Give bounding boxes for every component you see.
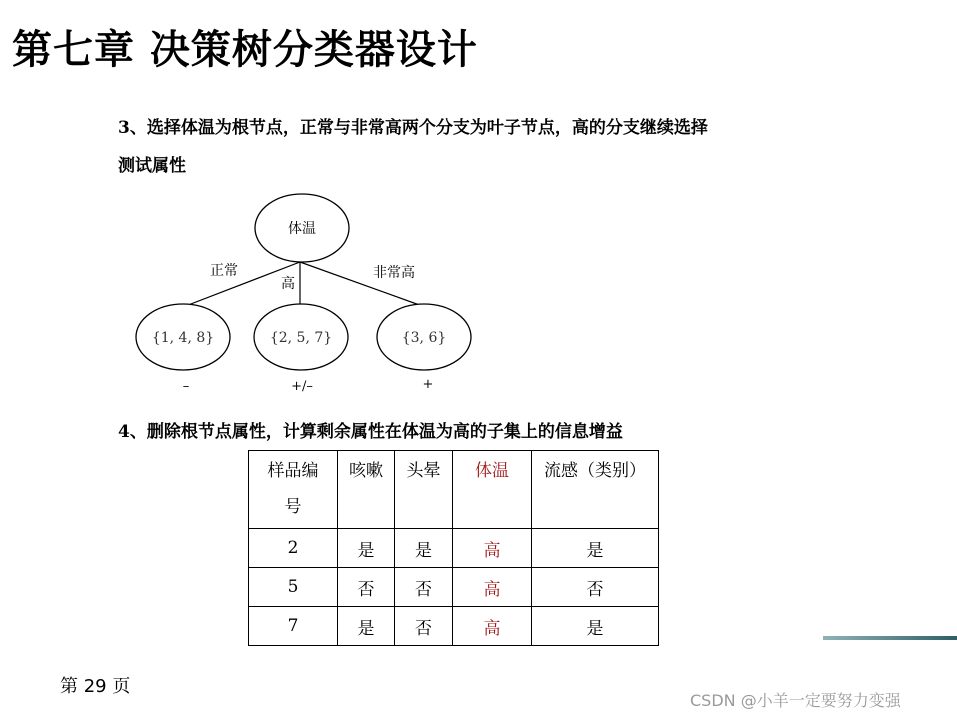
cell-dizzy: 否 xyxy=(395,607,453,646)
class-label-high: +/– xyxy=(291,379,313,394)
class-label-normal: – xyxy=(182,379,190,394)
header-temperature: 体温 xyxy=(453,451,532,529)
sample-table xyxy=(248,450,659,646)
page-number: 第 29 页 xyxy=(60,676,131,697)
child-node-normal-set: {1, 4, 8} xyxy=(151,330,215,346)
header-sample-id: 样品编号 xyxy=(249,451,338,529)
table-row xyxy=(249,529,659,568)
cell-sample-id: 5 xyxy=(249,568,338,607)
table-row xyxy=(249,607,659,646)
child-node-very-high-set: {3, 6} xyxy=(401,330,447,346)
cell-sample-id: 2 xyxy=(249,529,338,568)
cell-flu-class: 是 xyxy=(532,529,659,568)
cell-dizzy: 否 xyxy=(395,568,453,607)
cell-flu-class: 是 xyxy=(532,607,659,646)
cell-sample-id: 7 xyxy=(249,607,338,646)
child-node-high-set: {2, 5, 7} xyxy=(269,330,333,346)
step3-text-line2: 测试属性 xyxy=(118,156,186,176)
cell-cough: 是 xyxy=(338,529,395,568)
cell-cough: 否 xyxy=(338,568,395,607)
cell-temperature: 高 xyxy=(453,529,532,568)
edge-label-normal: 正常 xyxy=(210,263,238,279)
edge-label-high: 高 xyxy=(281,276,295,292)
table-header-row xyxy=(249,451,659,529)
header-cough: 咳嗽 xyxy=(338,451,395,529)
cell-temperature: 高 xyxy=(453,568,532,607)
decorative-divider xyxy=(823,636,957,640)
step4-text: 4、删除根节点属性，计算剩余属性在体温为高的子集上的信息增益 xyxy=(118,422,623,442)
step3-text-line1: 3、选择体温为根节点，正常与非常高两个分支为叶子节点，高的分支继续选择 xyxy=(118,118,708,138)
edge-label-very-high: 非常高 xyxy=(373,265,415,281)
cell-flu-class: 否 xyxy=(532,568,659,607)
class-label-very-high: + xyxy=(422,377,434,392)
root-node-label: 体温 xyxy=(288,221,316,237)
cell-cough: 是 xyxy=(338,607,395,646)
slide-title: 第七章 决策树分类器设计 xyxy=(12,27,478,73)
cell-dizzy: 是 xyxy=(395,529,453,568)
header-dizzy: 头晕 xyxy=(395,451,453,529)
cell-temperature: 高 xyxy=(453,607,532,646)
header-flu-class: 流感（类别） xyxy=(532,451,659,529)
watermark-text: CSDN @小羊一定要努力变强 xyxy=(690,691,901,710)
table-row xyxy=(249,568,659,607)
